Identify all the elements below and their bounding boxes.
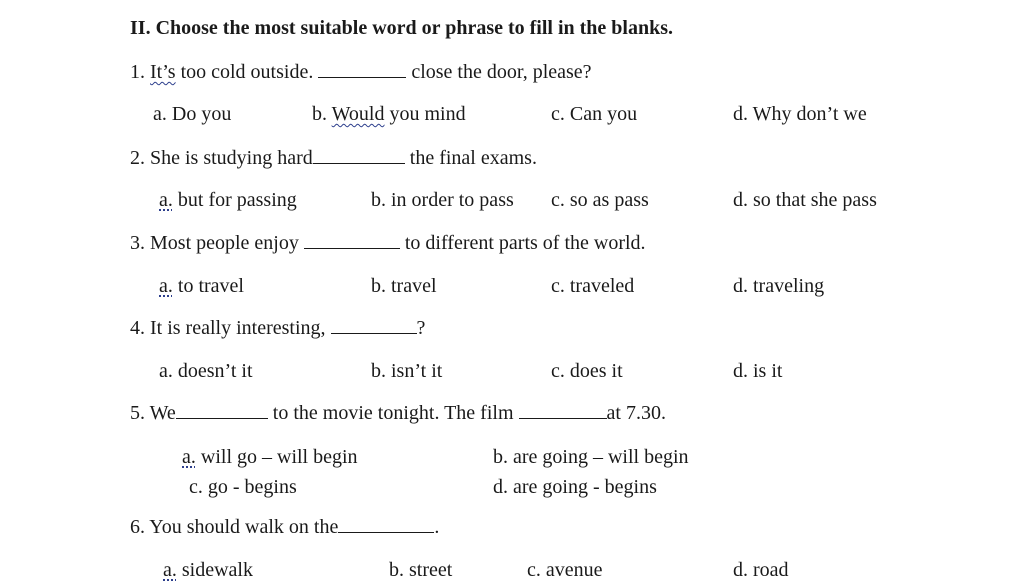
option-letter: a. bbox=[159, 275, 173, 297]
option-letter: a. bbox=[182, 446, 196, 468]
question-text: We bbox=[149, 402, 176, 424]
question-4 bbox=[130, 316, 425, 340]
question-text: close the door, please? bbox=[406, 61, 592, 83]
answer-blank[interactable] bbox=[519, 401, 607, 419]
option-text: to travel bbox=[172, 275, 244, 297]
option-b[interactable]: b. travel bbox=[371, 275, 437, 297]
answer-blank[interactable] bbox=[313, 146, 405, 164]
question-text: . bbox=[434, 516, 440, 538]
question-number: 5. bbox=[130, 402, 145, 424]
option-c[interactable]: c. Can you bbox=[551, 103, 638, 125]
question-text: to different parts of the world. bbox=[404, 232, 646, 254]
answer-blank[interactable] bbox=[304, 231, 400, 249]
question-number: 4. bbox=[130, 317, 145, 339]
question-1 bbox=[130, 60, 592, 84]
option-d[interactable]: d. Why don’t we bbox=[733, 103, 867, 125]
option-c[interactable]: c. does it bbox=[551, 360, 623, 382]
question-number: 1. bbox=[130, 61, 145, 83]
answer-blank[interactable] bbox=[176, 401, 268, 419]
question-2 bbox=[130, 146, 537, 170]
question-text: You should walk on the bbox=[149, 516, 339, 538]
option-a[interactable] bbox=[163, 558, 253, 582]
question-text: Most people enjoy bbox=[150, 232, 299, 254]
question-text: the final exams. bbox=[409, 147, 537, 169]
question-number: 3. bbox=[130, 232, 145, 254]
answer-blank[interactable] bbox=[318, 60, 406, 78]
option-text: but for passing bbox=[172, 189, 297, 211]
question-word-its: It’s bbox=[150, 61, 176, 83]
option-letter: b. bbox=[312, 103, 327, 125]
question-text: She is studying hard bbox=[150, 147, 313, 169]
option-c[interactable]: c. avenue bbox=[527, 559, 603, 581]
question-number: 6. bbox=[130, 516, 145, 538]
option-a[interactable]: a. doesn’t it bbox=[159, 360, 253, 382]
question-3 bbox=[130, 231, 646, 255]
option-c[interactable]: c. go - begins bbox=[189, 476, 297, 498]
question-text: ? bbox=[416, 317, 426, 339]
option-a[interactable]: a. Do you bbox=[153, 103, 232, 125]
question-5 bbox=[130, 401, 666, 425]
option-d[interactable]: d. traveling bbox=[733, 275, 825, 297]
answer-blank[interactable] bbox=[338, 515, 434, 533]
option-letter: a. bbox=[163, 559, 177, 581]
option-d[interactable]: d. are going - begins bbox=[493, 476, 657, 498]
option-b[interactable] bbox=[312, 102, 466, 126]
option-a[interactable] bbox=[182, 445, 358, 469]
option-b[interactable]: b. are going – will begin bbox=[493, 446, 689, 468]
option-c[interactable]: c. traveled bbox=[551, 275, 635, 297]
option-b[interactable]: b. in order to pass bbox=[371, 189, 514, 211]
question-text: It is really interesting, bbox=[150, 317, 326, 339]
option-a[interactable] bbox=[159, 274, 244, 298]
question-text: to the movie tonight. The film bbox=[272, 402, 514, 424]
exercise-heading: II. Choose the most suitable word or phrase to fill in the blanks. bbox=[130, 17, 674, 39]
option-c[interactable]: c. so as pass bbox=[551, 189, 649, 211]
option-d[interactable]: d. road bbox=[733, 559, 789, 581]
option-letter: a. bbox=[159, 189, 173, 211]
question-6 bbox=[130, 515, 439, 539]
option-b[interactable]: b. isn’t it bbox=[371, 360, 443, 382]
option-b[interactable]: b. street bbox=[389, 559, 453, 581]
option-d[interactable]: d. so that she pass bbox=[733, 189, 877, 211]
option-a[interactable] bbox=[159, 188, 297, 212]
question-number: 2. bbox=[130, 147, 145, 169]
question-text: at 7.30. bbox=[606, 402, 666, 424]
option-d[interactable]: d. is it bbox=[733, 360, 783, 382]
option-text: you mind bbox=[384, 103, 466, 125]
question-text: too cold outside. bbox=[175, 61, 319, 83]
option-word-would: Would bbox=[331, 103, 385, 125]
answer-blank[interactable] bbox=[331, 316, 417, 334]
option-text: sidewalk bbox=[176, 559, 253, 581]
option-text: will go – will begin bbox=[195, 446, 358, 468]
